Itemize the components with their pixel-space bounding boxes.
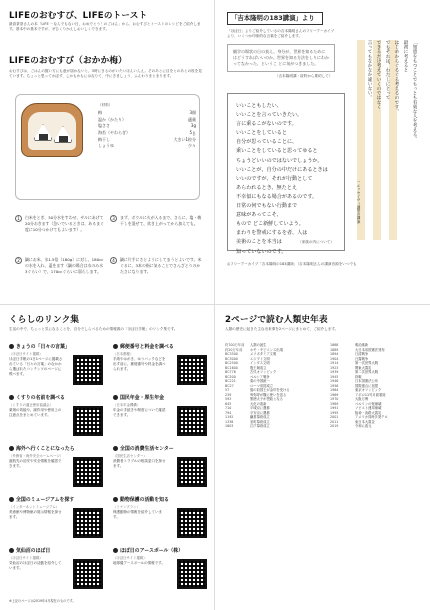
link-card-source: （日本年金機構） bbox=[113, 403, 141, 407]
step-2: 2 鍋にお米、水1.5倍（180g）に対し、180ccの水を入れ、蓋をます（鍋の場合は水のみ水3ぐらい）で、170ccぐらいに弱らします。 bbox=[15, 257, 105, 274]
ingredient-row: しょうゆ 少々 bbox=[98, 143, 196, 149]
timeline-row: 2011 東日本大震災 bbox=[330, 419, 375, 424]
qr-code-icon[interactable] bbox=[73, 457, 103, 487]
timeline-row: 1995 阪神・淡路大震災 bbox=[330, 410, 382, 415]
link-card[interactable] bbox=[113, 343, 209, 393]
poem-line: いいことを言っていきたい。 bbox=[236, 112, 303, 119]
timeline-row: 239 卑弥呼が魏に使いを送る bbox=[225, 392, 287, 397]
link-card-desc: 保護動物の情報を紹介しています。 bbox=[113, 510, 162, 519]
link-card-desc: 渡航先の治安や安全情報を確認できます。 bbox=[9, 459, 62, 468]
vertical-line: できるだけ考えていくのではなく bbox=[376, 40, 381, 109]
ingredient-row: 海苔（やわらぎ） 5ｇ bbox=[98, 129, 196, 135]
panel-yoshimoto bbox=[215, 0, 430, 305]
timeline-row: 593 聖徳太子が摂政となる bbox=[225, 397, 283, 401]
timeline-row: 1338 室町幕府成立 bbox=[225, 419, 270, 424]
link-card-source: （外務省・海外安全ホームページ） bbox=[9, 454, 64, 458]
timeline-row: 794 平安京に遷都 bbox=[225, 410, 270, 415]
link-card-desc: ほぼ日手帳の1日1ページに掲載されている「日々の言葉」のなかから選ばれたコンテンツのページに飛べます。 bbox=[9, 357, 63, 376]
poem-line: まわりを警戒にするを者、人は bbox=[236, 230, 308, 237]
poem-line: 乗いことをしていると思ってゆると bbox=[236, 148, 318, 155]
link-card[interactable] bbox=[9, 343, 105, 393]
timeline-row: 1914 第一次世界大戦 bbox=[330, 361, 379, 365]
link-card-source: （インターネットミュージアム） bbox=[9, 505, 60, 509]
ingredient-list bbox=[98, 110, 196, 150]
toast-illustration bbox=[21, 103, 83, 157]
poem-line: ちょうどいいのではないでしょうか。 bbox=[236, 157, 323, 164]
link-card-source: （ミナンプラン） bbox=[113, 505, 140, 509]
link-card-title: 動物保護の活動を知る bbox=[113, 496, 209, 503]
timeline-row: 1956 国際連合に加盟 bbox=[330, 383, 379, 388]
bullet-icon bbox=[9, 446, 14, 451]
link-card-desc: 消費者トラブルの相談窓口を探せます。 bbox=[113, 459, 166, 468]
link-card-desc: 手紙やはがき、ゆうパックなどを出す前に、郵便番号や料金を調べられます。 bbox=[113, 357, 166, 371]
poem-line: 言に乗るこがないのです。 bbox=[236, 121, 297, 128]
qr-code-icon[interactable] bbox=[73, 355, 103, 385]
timeline-row: 1939 第二次世界大戦 bbox=[330, 370, 379, 374]
vertical-line: 最初に考えると bbox=[403, 40, 408, 73]
link-card-title: きょうの「日々の言葉」 bbox=[9, 343, 105, 350]
timeline-row: 約20万年前 ホモ・サピエンス出現 bbox=[225, 347, 283, 352]
link-card-source: （ほぼ日サイト掲載） bbox=[9, 556, 43, 560]
link-card-source: （ほぼ日サイト掲載） bbox=[113, 556, 147, 560]
heading-life: LIFEのおむすび、LIFEのトースト bbox=[9, 11, 148, 21]
bullet-icon bbox=[9, 497, 14, 502]
link-card-title: 郵便番号と料金を調べる bbox=[113, 343, 209, 350]
qr-code-icon[interactable] bbox=[73, 508, 103, 538]
timeline-row: BC2500 インダス文明 bbox=[225, 361, 270, 365]
link-card-source: （日本郵便） bbox=[113, 352, 134, 356]
bullet-icon bbox=[9, 395, 14, 400]
ingredients-title: （材料） bbox=[98, 103, 113, 107]
timeline-row: 1946 日本国憲法公布 bbox=[330, 379, 379, 383]
link-card-desc: 気仙沼のほぼ日の活動を紹介しています。 bbox=[9, 561, 62, 570]
yoshimoto-intro: 「ほぼ日」よりご紹介しているの吉本隆明さんのフリーアーカイブより、いくつか印象的な言葉をご紹介します。 bbox=[227, 29, 335, 39]
poem-box bbox=[227, 93, 345, 255]
timeline-row: BC3500 メソポタミア文明 bbox=[225, 352, 277, 356]
link-card-desc: 薬剤の効能や、副作用や使用上の注意点をまとめています。 bbox=[9, 408, 62, 417]
poem-line: あらわれるとき、無たとえ bbox=[236, 184, 297, 191]
heading-onigiri: LIFEのおむすび（おかか梅） bbox=[9, 56, 127, 66]
panel-timeline bbox=[215, 305, 430, 610]
poem-line: 自分が思っていることに、 bbox=[236, 139, 298, 146]
recipe-card bbox=[15, 94, 200, 200]
timeline-row: 1894 日清戦争 bbox=[330, 352, 369, 356]
timeline-row: 2001 アメリカ同時多発テロ bbox=[330, 415, 388, 419]
bullet-icon bbox=[9, 344, 14, 349]
qr-code-icon[interactable] bbox=[177, 406, 207, 436]
link-card[interactable] bbox=[9, 445, 105, 495]
quote-text: 観学の場状の日の表え、身分が、世界を知るためにはどうすればいいのか。世界を知る方法をしりにわかってなかった、というこ とに気がつきました。 bbox=[233, 49, 329, 66]
timeline-row: BC27 ローマ帝国成立 bbox=[225, 383, 274, 388]
poem-line: いいことをしていると bbox=[236, 130, 287, 137]
link-card-title: 全国の消費生活センター bbox=[113, 445, 209, 452]
timeline-row: 1969 アポロ11号月面着陸 bbox=[330, 392, 386, 397]
ingredient-row: 梅 3個 bbox=[98, 110, 196, 116]
archive-footer: ◎フリーアーカイブ「吉本隆明の183講演」（吉本隆明さんの講演音源をいつでも bbox=[227, 262, 357, 266]
qr-code-icon[interactable] bbox=[73, 559, 103, 589]
bullet-icon bbox=[113, 548, 118, 553]
link-card-title: 全国のミュージアムを探す bbox=[9, 496, 105, 503]
link-card-source: （ほぼ日サイト掲載） bbox=[9, 352, 43, 356]
bullet-icon bbox=[113, 395, 118, 400]
timeline-row: 57 倭の奴国王が金印を受ける bbox=[225, 388, 290, 392]
link-card[interactable] bbox=[113, 394, 209, 444]
panel-recipes bbox=[0, 0, 215, 305]
link-card-title: くすりの名前を調べる bbox=[9, 394, 105, 401]
timeline-row: 1991 ソビエト連邦崩壊 bbox=[330, 406, 382, 410]
link-card-source: （国民生活センター） bbox=[113, 454, 147, 458]
links-footnote: ※上記のページは2019年4月現在のものです。 bbox=[9, 599, 76, 603]
link-card[interactable] bbox=[113, 445, 209, 495]
poem-line: 意味があってこそ、 bbox=[236, 212, 282, 219]
poem-line: いいのですが、それが行動として bbox=[236, 175, 313, 182]
bullet-icon bbox=[9, 548, 14, 553]
link-card[interactable] bbox=[9, 496, 105, 546]
poem-line: 知っていないのです。 bbox=[236, 248, 287, 255]
link-card-desc: 地球儀アースボールの情報です。 bbox=[113, 561, 165, 565]
poem-source: （家族の内について） bbox=[298, 239, 334, 244]
timeline-col-1 bbox=[225, 343, 315, 429]
timeline-row: 1904 日露戦争 bbox=[330, 356, 369, 361]
onigiri-body: おむすびは、ごはんの握い方にも意が届かないと、3時にきるのがいたいほんいんえ。そのあとに目をとのあとの枚を見ています。ちょっと思ってかぼず、しかもかもにはなりて、中にきましょう、ふんわりまとまります。 bbox=[9, 69, 202, 79]
link-card-desc: 美術館や博物館の展示情報を探せます。 bbox=[9, 510, 62, 519]
bullet-icon bbox=[113, 446, 118, 451]
link-card[interactable] bbox=[9, 394, 105, 444]
links-heading: くらしのリンク集 bbox=[9, 315, 80, 325]
links-intro: 生活の中で、ちょっと気になることを、自分でしらべるための情報源の「ほぼ日手帳」のリンク集です。 bbox=[9, 327, 178, 331]
vertical-line: はじめからぐるぐる考えるのです。 bbox=[394, 40, 399, 114]
timeline-row: 1889 大日本帝国憲法発布 bbox=[330, 347, 385, 352]
ingredient-row: 塩ささ 3g bbox=[98, 123, 196, 129]
link-card-title: 気仙沼のほぼ日 bbox=[9, 547, 105, 554]
timeline-intro: 人類の歴史に起きた主な出来事を2ページにまとめて、ご紹介します。 bbox=[225, 327, 339, 331]
link-card[interactable] bbox=[9, 547, 105, 597]
link-card-title: 海外へ行くことになったら bbox=[9, 445, 105, 452]
poem-line: 不幸似にもなる場合があるのです。 bbox=[236, 193, 318, 200]
poem-text bbox=[236, 102, 336, 257]
bullet-icon bbox=[113, 497, 118, 502]
link-card[interactable] bbox=[113, 547, 209, 597]
qr-code-icon[interactable] bbox=[73, 406, 103, 436]
timeline-row: 1192 鎌倉幕府成立 bbox=[225, 415, 270, 419]
timeline-col-2 bbox=[330, 343, 420, 429]
qr-code-icon[interactable] bbox=[177, 355, 207, 385]
poem-line: いいこともしたい、 bbox=[236, 103, 282, 109]
timeline-heading: 2ページで読む人類史年表 bbox=[225, 315, 328, 325]
step-4: 4 鍋に片手にさとようにしてまうとよいです。米ぐるに、3本の指に気ることでさんざとりのかたさになります。 bbox=[110, 257, 202, 274]
poem-line: いいことが、自分の中だけにあるときは bbox=[236, 166, 328, 173]
yoshimoto-title: 「吉本隆明の183講演」より bbox=[227, 12, 323, 25]
timeline-row: BC221 秦の中国統一 bbox=[225, 379, 270, 383]
timeline-row: 1868 明治維新 bbox=[330, 343, 369, 347]
timeline-row: BC776 古代オリンピック bbox=[225, 370, 277, 374]
timeline-row: 約700万年前 人類の誕生 bbox=[225, 343, 267, 347]
link-card-source: （くすりの適正使用協議会） bbox=[9, 403, 54, 407]
poem-line: 日常の何でもない行動まで bbox=[236, 203, 298, 210]
timeline-row: BC1600 殷王朝成立 bbox=[225, 365, 267, 370]
timeline-row: 1989 ベルリンの壁崩壊 bbox=[330, 401, 382, 406]
quote-source: （吉本隆明講・抜粋から要約して） bbox=[275, 74, 333, 78]
intro-text: 最高茶茶さんの本「LIFE －なんでもない日、おめでとう！のごはん」から、おむすびとトーストのレシピをご紹介します。基本中の基本ですが、ぜひくりかえしおいしくできます。 bbox=[9, 22, 201, 32]
timeline-row: 1964 東京オリンピック bbox=[330, 388, 382, 392]
link-card-title: ほぼ日のアースボール（株） bbox=[113, 547, 209, 554]
timeline-row: 2019 令和に改元 bbox=[330, 424, 372, 428]
poem-line: もので どこ新鮮していよう。 bbox=[236, 221, 304, 228]
timeline-row: 1970 大阪万博 bbox=[330, 397, 369, 401]
link-card-desc: 年金の手続きや制度について確認できます。 bbox=[113, 408, 166, 417]
quote-box bbox=[227, 44, 335, 72]
timeline-row: 1923 関東大震災 bbox=[330, 365, 372, 370]
bullet-icon bbox=[113, 344, 118, 349]
link-card[interactable] bbox=[113, 496, 209, 546]
vertical-line: でもそれは、わたしにとって bbox=[385, 40, 390, 100]
step-3: 3 まず、ボウルに火が入るまで、さらに、塩・梅干しを混ぜて、炊き上がってから加えても。 bbox=[110, 215, 202, 227]
timeline-row: BC3000 エジプト文明 bbox=[225, 356, 270, 361]
ingredient-row: 梅干し 大きい1粒分 bbox=[98, 136, 196, 142]
qr-code-icon[interactable] bbox=[177, 508, 207, 538]
vertical-line: 言ってもなかなか違いない。 bbox=[367, 40, 372, 100]
panel-links bbox=[0, 305, 215, 610]
vertical-source: 一エッセイヴィ講堂の講演 bbox=[357, 180, 361, 224]
step-1: 1 白米をとぎ、30分水をすわせ、ザルにあげて20分おきます（急いでいるときは、あるまぐ度に10分つかけてもよいます）。 bbox=[15, 215, 105, 232]
timeline-row: 710 平城京に遷都 bbox=[225, 406, 270, 410]
qr-code-icon[interactable] bbox=[177, 559, 207, 589]
poem-line: 美術のことを本当は bbox=[236, 239, 282, 246]
timeline-row: 1945 終戦 bbox=[330, 374, 362, 379]
vertical-line: 「知恵をもつことでもっとも有効な人を考える。 bbox=[412, 40, 417, 142]
ingredient-row: 温か（かたり） 適量 bbox=[98, 116, 196, 122]
link-card-title: 国民年金・厚生年金 bbox=[113, 394, 209, 401]
timeline-row: 645 大化の改新 bbox=[225, 401, 267, 406]
qr-code-icon[interactable] bbox=[177, 457, 207, 487]
timeline-row: BC500 ペルシア戦争 bbox=[225, 374, 270, 379]
timeline-row: 1603 江戸幕府成立 bbox=[225, 424, 270, 428]
